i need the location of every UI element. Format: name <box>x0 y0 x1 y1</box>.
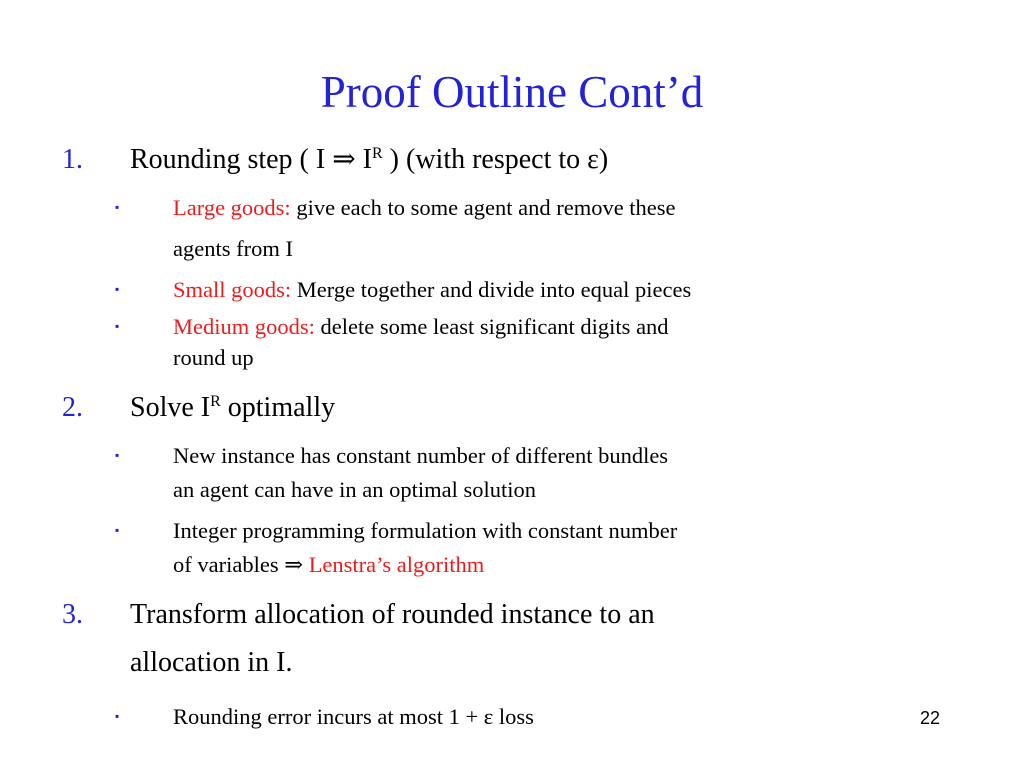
item-2-2-bullet-icon: ▪ <box>115 523 120 537</box>
item-3-1-line1: Rounding error incurs at most 1 + ε loss <box>173 704 534 729</box>
item-1-text: Rounding step ( I ⇒ $I^R$ ) (with respect to ε) <box>130 144 609 175</box>
item-1-2-bullet-icon: ▪ <box>115 282 120 296</box>
item-1-3-line1: Medium goods: delete some least significant digits and <box>173 314 669 339</box>
item-1-3-line2: round up <box>173 345 254 370</box>
item-2-1-line1: New instance has constant number of different bundles <box>173 443 669 468</box>
item-2-2-line2: of variables ⇒ Lenstra’s algorithm <box>173 552 485 577</box>
item-2-1-line2: an agent can have in an optimal solution <box>173 477 537 502</box>
item-2-text: Solve $I^R$ optimally <box>130 392 336 423</box>
item-2-superscript: R <box>210 393 221 410</box>
item-3-line2: allocation in I. <box>130 647 293 678</box>
item-3-1-bullet-icon: ▪ <box>115 709 120 723</box>
item-3-line1: Transform allocation of rounded instance to an <box>130 599 655 630</box>
item-3-number: 3. <box>62 599 83 630</box>
item-1-2-line1: Small goods: Merge together and divide into equal pieces <box>173 277 692 302</box>
page-number: 22 <box>919 708 941 728</box>
item-1-superscript: R <box>372 145 383 162</box>
item-2-number: 2. <box>62 392 83 423</box>
lenstra-algorithm-highlight: Lenstra’s algorithm <box>308 552 485 577</box>
item-1-3-bullet-icon: ▪ <box>115 319 120 333</box>
item-2-2-line1: Integer programming formulation with constant number <box>173 518 678 543</box>
item-1-1-line1: Large goods: give each to some agent and remove these <box>173 195 676 220</box>
item-1-number: 1. <box>62 144 83 175</box>
item-2-1-bullet-icon: ▪ <box>115 448 120 462</box>
item-1-1-bullet-icon: ▪ <box>115 200 120 214</box>
slide-title: Proof Outline Cont’d <box>320 67 704 117</box>
item-1-1-line2: agents from I <box>173 236 293 261</box>
